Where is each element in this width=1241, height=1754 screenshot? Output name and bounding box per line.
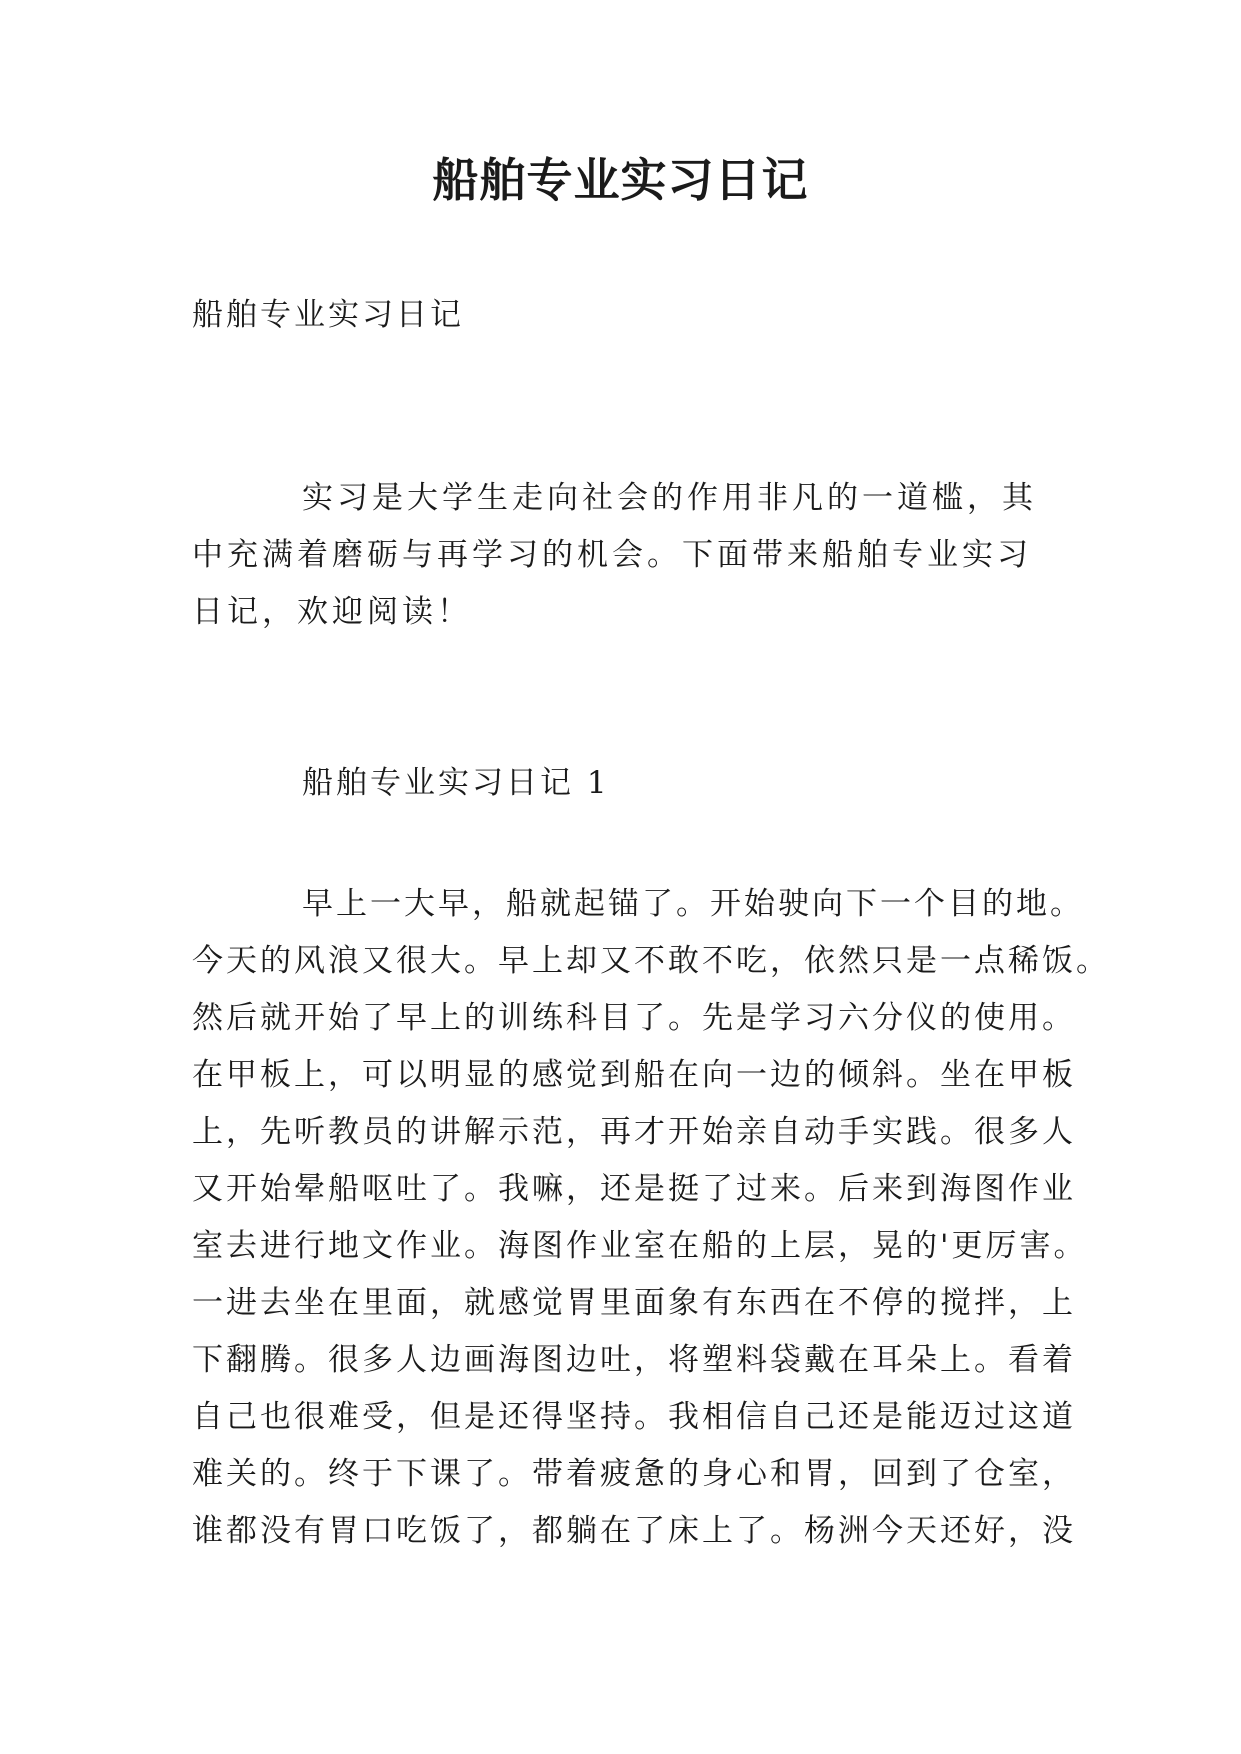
entry-line: 室去进行地文作业。海图作业室在船的上层，晃的'更厉害。 — [192, 1228, 1088, 1264]
section-heading: 船舶专业实习日记 1 — [302, 765, 610, 801]
intro-paragraph: 实习是大学生走向社会的作用非凡的一道槛，其中充满着磨砺与再学习的机会。下面带来船舶专业实习日记，欢迎阅读！ — [192, 480, 1037, 630]
entry-line: 早上一大早，船就起锚了。开始驶向下一个目的地。 — [302, 886, 1084, 922]
document-subtitle: 船舶专业实习日记 — [192, 297, 464, 333]
document-title: 船舶专业实习日记 — [432, 153, 809, 207]
entry-line: 然后就开始了早上的训练科目了。先是学习六分仪的使用。 — [192, 1000, 1076, 1036]
entry-line: 难关的。终于下课了。带着疲惫的身心和胃，回到了仓室， — [192, 1456, 1076, 1492]
diary-entry-paragraph — [192, 876, 1110, 1560]
entry-line: 一进去坐在里面，就感觉胃里面象有东西在不停的搅拌，上 — [192, 1285, 1076, 1321]
entry-line: 在甲板上，可以明显的感觉到船在向一边的倾斜。坐在甲板 — [192, 1057, 1076, 1093]
entry-line: 下翻腾。很多人边画海图边吐，将塑料袋戴在耳朵上。看着 — [192, 1342, 1076, 1378]
entry-line: 今天的风浪又很大。早上却又不敢不吃，依然只是一点稀饭。 — [192, 943, 1110, 979]
entry-line: 自己也很难受，但是还得坚持。我相信自己还是能迈过这道 — [192, 1399, 1076, 1435]
entry-line: 谁都没有胃口吃饭了，都躺在了床上了。杨洲今天还好，没 — [192, 1513, 1076, 1549]
entry-line: 又开始晕船呕吐了。我嘛，还是挺了过来。后来到海图作业 — [192, 1171, 1076, 1207]
entry-line: 上，先听教员的讲解示范，再才开始亲自动手实践。很多人 — [192, 1114, 1076, 1150]
